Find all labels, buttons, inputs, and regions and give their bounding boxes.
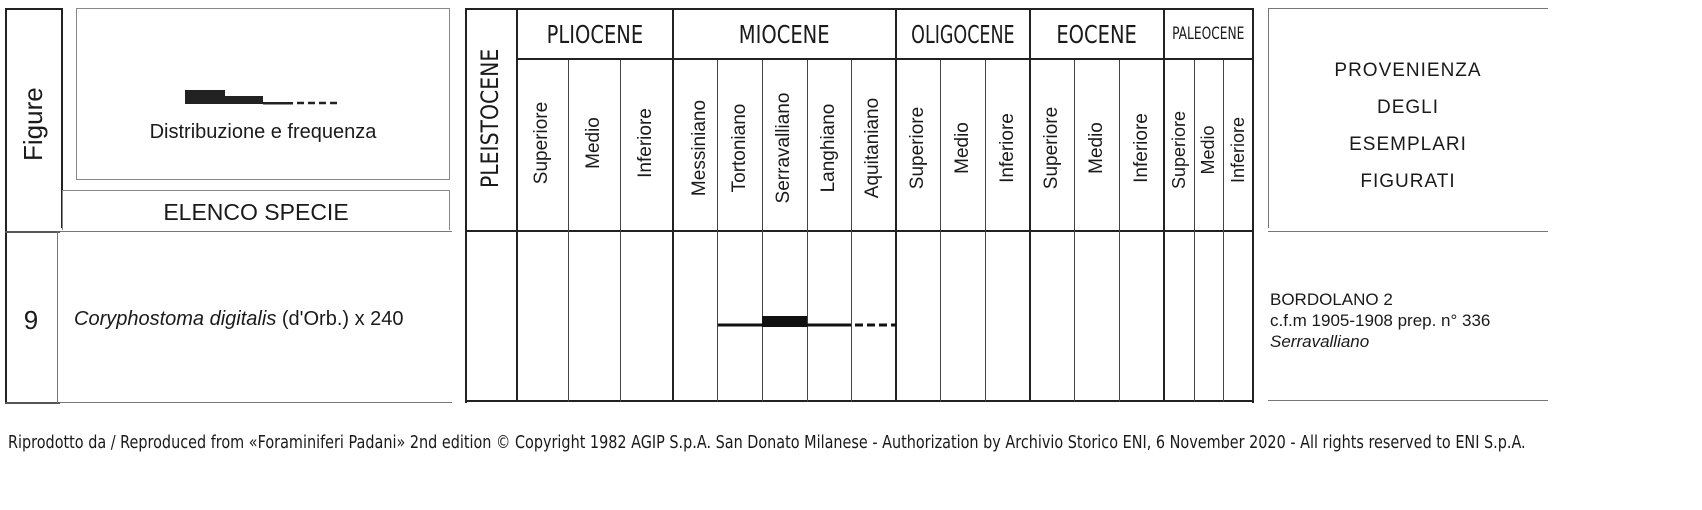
provenance-header [1268,52,1548,200]
copyright-footer [8,432,1526,453]
frequency-block-serravalliano [762,316,807,327]
legend-distribution-symbol [185,88,345,108]
provenance-stage: Serravalliano [1270,332,1370,351]
legend-caption: Distribuzione e frequenza [149,121,377,143]
stage-messiniano: Messiniano [689,99,710,197]
legend-bar-medium [225,96,263,104]
species-entry [74,308,404,331]
provenance-site: BORDOLANO 2 [1270,290,1393,309]
stage-pliocene-medio: Medio [583,117,604,169]
epoch-paleocene: PALEOCENE [1171,24,1245,44]
stage-eocene-inferiore: Inferiore [1131,113,1152,183]
stage-oligocene-medio: Medio [952,122,973,174]
stage-oligocene-inferiore: Inferiore [997,113,1018,183]
provenance-entry [1270,289,1490,352]
epoch-eocene: EOCENE [1056,19,1137,49]
provenance-header-line-3: ESEMPLARI [1349,134,1467,155]
stage-pliocene-inferiore: Inferiore [635,108,656,178]
figure-column-label: Figure [18,87,48,161]
figure-number: 9 [23,304,39,335]
species-author: (d'Orb.) x 240 [281,308,404,330]
legend-bar-high [185,90,225,104]
provenance-header-line-4: FIGURATI [1360,171,1456,192]
provenance-sample: c.f.m 1905-1908 prep. n° 336 [1270,311,1491,330]
species-name: Coryphostoma digitalis [74,308,277,330]
epoch-pleistocene: PLEISTOCENE [476,48,504,188]
epoch-miocene: MIOCENE [738,19,830,49]
stage-serravalliano: Serravalliano [773,92,794,204]
species-list-label: ELENCO SPECIE [163,198,349,225]
legend-bar-rare [263,102,293,105]
species-distribution-bar [700,300,910,340]
stage-oligocene-superiore: Superiore [907,106,928,190]
legend-box [76,8,450,180]
species-list-box [62,190,450,230]
stage-langhiano: Langhiano [818,103,839,193]
stage-aquitaniano: Aquitaniano [862,97,883,199]
stage-paleocene-medio: Medio [1198,125,1218,175]
stage-paleocene-superiore: Superiore [1169,110,1189,190]
epoch-oligocene: OLIGOCENE [910,19,1015,49]
stage-eocene-medio: Medio [1086,122,1107,174]
epoch-pliocene: PLIOCENE [546,19,643,49]
stage-eocene-superiore: Superiore [1041,106,1062,190]
stage-pliocene-superiore: Superiore [531,101,552,185]
provenance-header-line-2: DEGLI [1376,97,1440,118]
stage-tortoniano: Tortoniano [729,103,750,193]
stage-paleocene-inferiore: Inferiore [1228,116,1248,184]
provenance-header-line-1: PROVENIENZA [1334,60,1482,81]
copyright-text: Riprodotto da / Reproduced from «Foraminiferi Padani» 2nd edition © Copyright 1982 AGIP S.p.A. San Donato Milanese - Authorization by Archivio Storico ENI, 6 November 2020 - All rights reserved to ENI S.p.A. [8,432,1526,453]
